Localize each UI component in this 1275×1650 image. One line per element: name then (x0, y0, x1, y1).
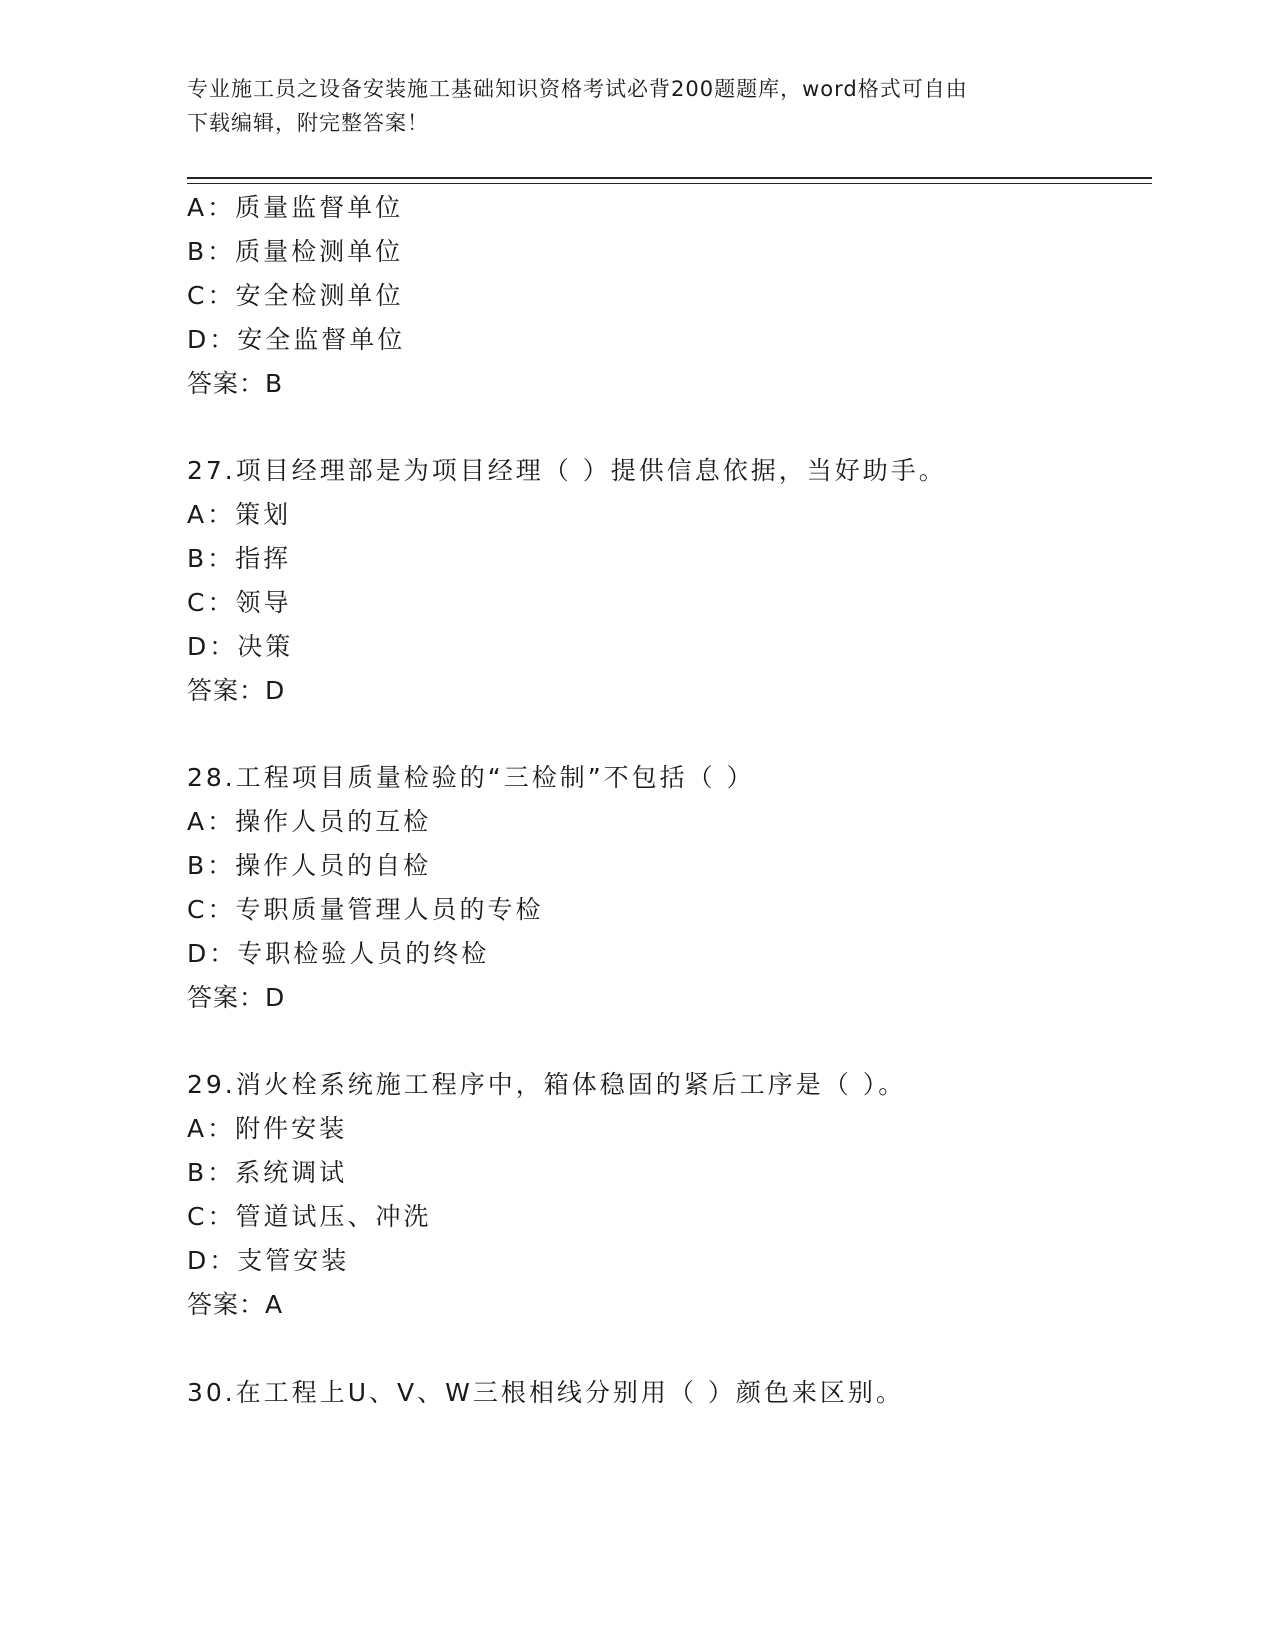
q26-option-b: B：质量检测单位 (187, 237, 404, 266)
header-line-1: 专业施工员之设备安装施工基础知识资格考试必背200题题库，word格式可自由 (187, 77, 968, 101)
q28-option-c: C：专职质量管理人员的专检 (187, 895, 544, 924)
document-header (187, 72, 1067, 140)
q28-question: 28.工程项目质量检验的“三检制”不包括（ ） (187, 763, 755, 792)
q29-option-c: C：管道试压、冲洗 (187, 1202, 432, 1231)
q27-question: 27.项目经理部是为项目经理（ ）提供信息依据，当好助手。 (187, 456, 947, 485)
q26-option-d: D：安全监督单位 (187, 325, 406, 354)
q29-answer: 答案：A (187, 1290, 284, 1319)
q26-option-c: C：安全检测单位 (187, 281, 404, 310)
q29-question: 29.消火栓系统施工程序中，箱体稳固的紧后工序是（ ）。 (187, 1070, 907, 1099)
q27-option-d: D：决策 (187, 632, 294, 661)
header-divider (187, 177, 1152, 179)
header-line-2: 下载编辑，附完整答案！ (187, 111, 429, 135)
q26-option-a: A：质量监督单位 (187, 193, 404, 222)
q29-option-a: A：附件安装 (187, 1114, 348, 1143)
q27-option-c: C：领导 (187, 588, 292, 617)
q28-answer: 答案：D (187, 983, 286, 1012)
q27-answer: 答案：D (187, 676, 286, 705)
q29-option-d: D：支管安装 (187, 1246, 350, 1275)
q28-option-a: A：操作人员的互检 (187, 807, 432, 836)
q30-question: 30.在工程上U、V、W三根相线分别用（ ）颜色来区别。 (187, 1378, 904, 1407)
q28-option-b: B：操作人员的自检 (187, 851, 432, 880)
header-divider-thin (187, 183, 1152, 184)
q27-option-a: A：策划 (187, 500, 292, 529)
q28-option-d: D：专职检验人员的终检 (187, 939, 490, 968)
q29-option-b: B：系统调试 (187, 1158, 348, 1187)
q26-answer: 答案：B (187, 369, 284, 398)
q27-option-b: B：指挥 (187, 544, 292, 573)
